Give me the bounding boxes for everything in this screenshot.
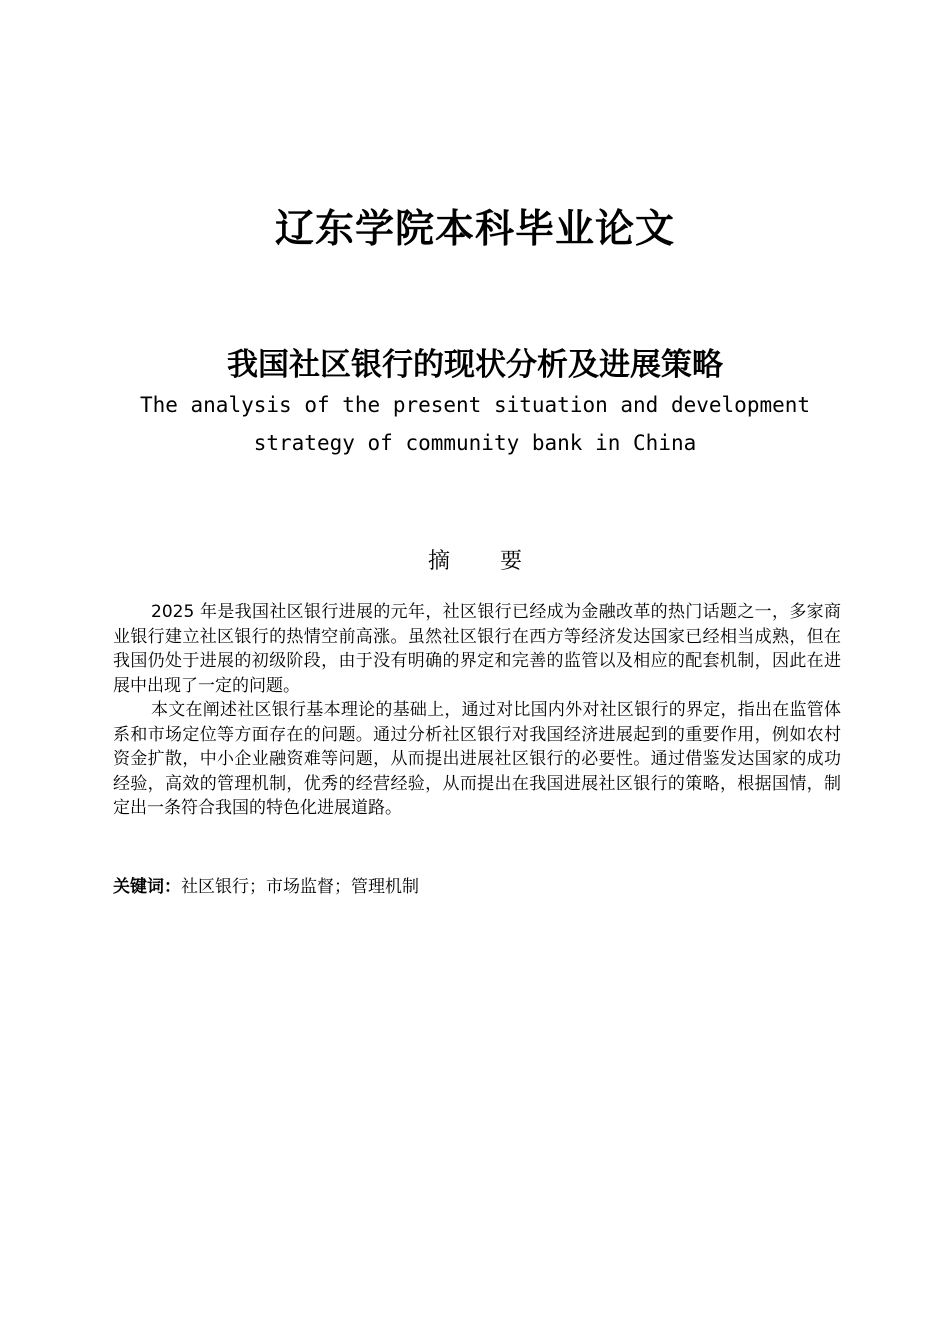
abstract-body [113,600,841,821]
abstract-heading: 摘要 [427,549,572,574]
thesis-title-chinese: 我国社区银行的现状分析及进展策略 [227,347,723,383]
thesis-title-english: The analysis of the present situation and development strategy of community bank in China [139,393,811,455]
abstract-paragraph-2: 本文在阐述社区银行基本理论的基础上，通过对比国内外对社区银行的界定，指出在监管体系和市场定位等方面存在的问题。通过分析社区银行对我国经济进展起到的重要作用，例如农村资金扩散，中小企业融资难等问题，从而提出进展社区银行的必要性。通过借鉴发达国家的成功经验，高效的管理机制，优秀的经营经验，从而提出在我国进展社区银行的策略，根据国情，制定出一条符合我国的特色化进展道路。 [113,700,841,818]
school-title: 辽东学院本科毕业论文 [274,207,675,252]
keywords-line [113,875,841,899]
keywords-value: 社区银行；市场监督；管理机制 [181,877,419,897]
keywords-label: 关键词： [113,877,181,897]
abstract-paragraph-1: 2025 年是我国社区银行进展的元年，社区银行已经成为金融改革的热门话题之一，多家商业银行建立社区银行的热情空前高涨。虽然社区银行在西方等经济发达国家已经相当成熟，但在我国仍处于进展的初级阶段，由于没有明确的界定和完善的监管以及相应的配套机制，因此在进展中出现了一定的问题。 [113,602,841,696]
